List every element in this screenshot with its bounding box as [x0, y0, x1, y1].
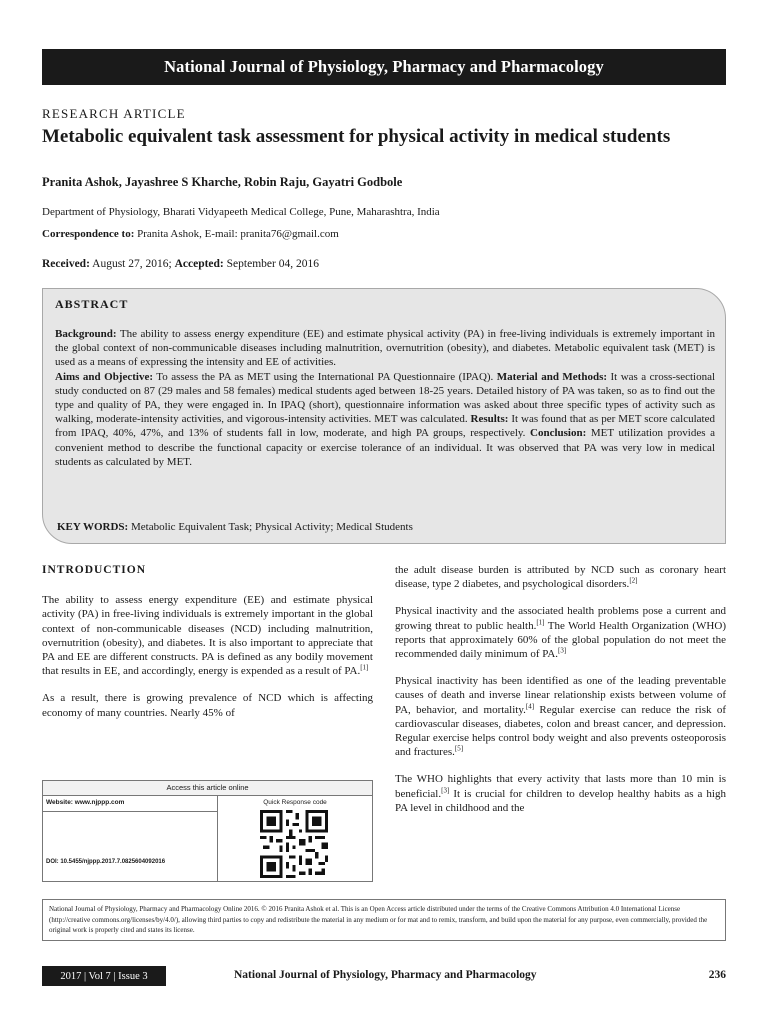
abstract-background — [55, 327, 715, 370]
license-notice: National Journal of Physiology, Pharmacy and Pharmacology Online 2016. © 2016 Pranita Ashok et al. This is an Open Access article distributed under the terms of the Creative Commons Attribution 4.0 International License (http://creative commons.org/licenses/by/4.0/), allowing third parties to copy and redistribute the material in any medium or for mat and to remix, transform, and build upon the material for any purpose, even commercially, provided the original work is properly cited and states its license. — [42, 899, 726, 941]
intro-p2-text: As a result, there is growing prevalence of NCD which is affecting economy of many countries. Nearly 45% of — [42, 692, 373, 719]
left-column — [42, 563, 373, 733]
intro-paragraph-6 — [395, 772, 726, 815]
right-column — [395, 563, 726, 828]
intro-r4b-text: It is crucial for children to develop healthy habits as a high PA level in childhood and the — [395, 787, 726, 814]
citation-ref: [5] — [454, 744, 464, 753]
results-label: Results: — [470, 413, 509, 426]
access-right — [218, 796, 372, 882]
correspondence — [42, 228, 339, 240]
citation-ref: [4] — [525, 701, 535, 710]
correspondence-text: Pranita Ashok, E-mail: pranita76@gmail.com — [134, 228, 339, 240]
qr-code-icon — [260, 810, 328, 878]
citation-ref: [1] — [360, 663, 369, 672]
abstract-text — [55, 327, 715, 469]
intro-r3a-text: Physical inactivity has been identified as one of the leading preventable causes of death and inverse linear relationship exists between volume of PA, behavior, and mortality. — [395, 675, 726, 716]
keywords-text: Metabolic Equivalent Task; Physical Activity; Medical Students — [128, 521, 413, 533]
doi-link[interactable]: DOI: 10.5455/njppp.2017.7.0825604092016 — [46, 859, 166, 865]
access-row — [43, 796, 372, 882]
footer-journal: National Journal of Physiology, Pharmacy and Pharmacology — [234, 969, 537, 981]
intro-r4a-text: The WHO highlights that every activity that lasts more than 10 min is beneficial. — [395, 773, 726, 800]
received-label: Received: — [42, 258, 90, 270]
article-title: Metabolic equivalent task assessment for physical activity in medical students — [42, 126, 671, 147]
intro-paragraph-4 — [395, 604, 726, 661]
website-link[interactable]: Website: www.njppp.com — [46, 799, 125, 806]
journal-banner-title: National Journal of Physiology, Pharmacy and Pharmacology — [164, 57, 604, 76]
page-number: 236 — [708, 969, 726, 981]
abstract-heading: ABSTRACT — [55, 297, 129, 311]
journal-banner — [42, 49, 726, 85]
accepted-date: September 04, 2016 — [223, 258, 319, 270]
keywords-label: KEY WORDS: — [57, 521, 129, 533]
intro-paragraph-3 — [395, 563, 726, 591]
intro-r3b-text: Regular exercise can reduce the risk of cardiovascular diseases, diabetes, colon and breast cancer, and depression. Regular exercise helps control body weight and also prevents osteoporosis and fractures. — [395, 703, 727, 759]
dates — [42, 258, 319, 270]
qr-label: Quick Response code — [263, 799, 327, 806]
aims-text: To assess the PA as MET using the International PA Questionnaire (IPAQ). — [153, 370, 497, 383]
footer-issue — [42, 966, 166, 986]
methods-text: It was a cross-sectional study conducted on 87 (29 males and 58 females) medical students aged between 18-25 years. Detailed history of PA was taken, so as to find out the type and quality of PA, they were engaged in. In IPAQ (short), questionnaire information was asked about three specific types of activity such as walking, moderate-intensity activities, and vigorous-intensity activities. MET was calculated. — [55, 370, 716, 426]
intro-paragraph-5 — [395, 674, 726, 759]
footer-issue-text: 2017 | Vol 7 | Issue 3 — [60, 970, 148, 982]
results-text: It was found that as per MET score calculated from IPAQ, 40%, 47%, and 13% of students fall in low, moderate, and high PA groups, respectively. — [55, 413, 715, 440]
intro-paragraph-1 — [42, 593, 373, 678]
access-online-box — [42, 780, 373, 882]
accepted-label: Accepted: — [174, 258, 224, 270]
intro-paragraph-2 — [42, 691, 373, 719]
background-label: Background: — [55, 328, 117, 340]
access-heading: Access this article online — [43, 781, 372, 796]
methods-label: Material and Methods: — [496, 370, 608, 383]
author-list: Pranita Ashok, Jayashree S Kharche, Robin Raju, Gayatri Godbole — [42, 175, 403, 189]
received-date: August 27, 2016; — [89, 258, 175, 270]
abstract-body — [55, 370, 715, 469]
conclusion-label: Conclusion: — [530, 427, 587, 440]
introduction-heading: INTRODUCTION — [42, 564, 147, 576]
citation-ref: [3] — [441, 785, 450, 794]
affiliation: Department of Physiology, Bharati Vidyapeeth Medical College, Pune, Maharashtra, India — [42, 206, 440, 218]
background-text: The ability to assess energy expenditure (EE) and estimate physical activity (PA) in free-living individuals is extremely important in the global context of non-communicable diseases including malnutrition, overnutrition (obesity), and diabetes. Metabolic equivalent task (MET) is used as a means of expressing the intensity and EE of activities. — [55, 328, 715, 369]
article-type: RESEARCH ARTICLE — [42, 106, 186, 121]
citation-ref: [3] — [558, 646, 567, 655]
aims-label: Aims and Objective: — [55, 370, 154, 383]
intro-r1-text: the adult disease burden is attributed by NCD such as coronary heart disease, type 2 diabetes, and psychological disorders. — [395, 564, 726, 591]
keywords — [57, 521, 413, 533]
access-left — [43, 796, 218, 882]
correspondence-label: Correspondence to: — [42, 228, 135, 240]
intro-r2b-text: The World Health Organization (WHO) reports that approximately 60% of the global population do not meet the recommended daily minimum of PA. — [395, 619, 726, 661]
conclusion-text: MET utilization provides a convenient method to describe the functional capacity or exercise tolerance of an individual. It was observed that PA was very low in medical students as calculated by MET. — [55, 427, 715, 468]
intro-p1-text: The ability to assess energy expenditure (EE) and estimate physical activity (PA) in free-living individuals is extremely important in the global context of non-communicable diseases (NCD) including malnutrition, overnutrition (obesity), and diabetes. It is also important to appreciate that PA and EE are different constructs. PA is defined as any bodily movement that results in EE, and accordingly, energy is expended as a result of PA. — [42, 594, 373, 678]
citation-ref: [2] — [629, 576, 638, 585]
intro-r2a-text: Physical inactivity and the associated health problems pose a current and growing threat to public health. — [395, 605, 726, 632]
divider — [43, 811, 217, 812]
abstract-box — [42, 288, 726, 544]
citation-ref: [1] — [536, 617, 545, 626]
